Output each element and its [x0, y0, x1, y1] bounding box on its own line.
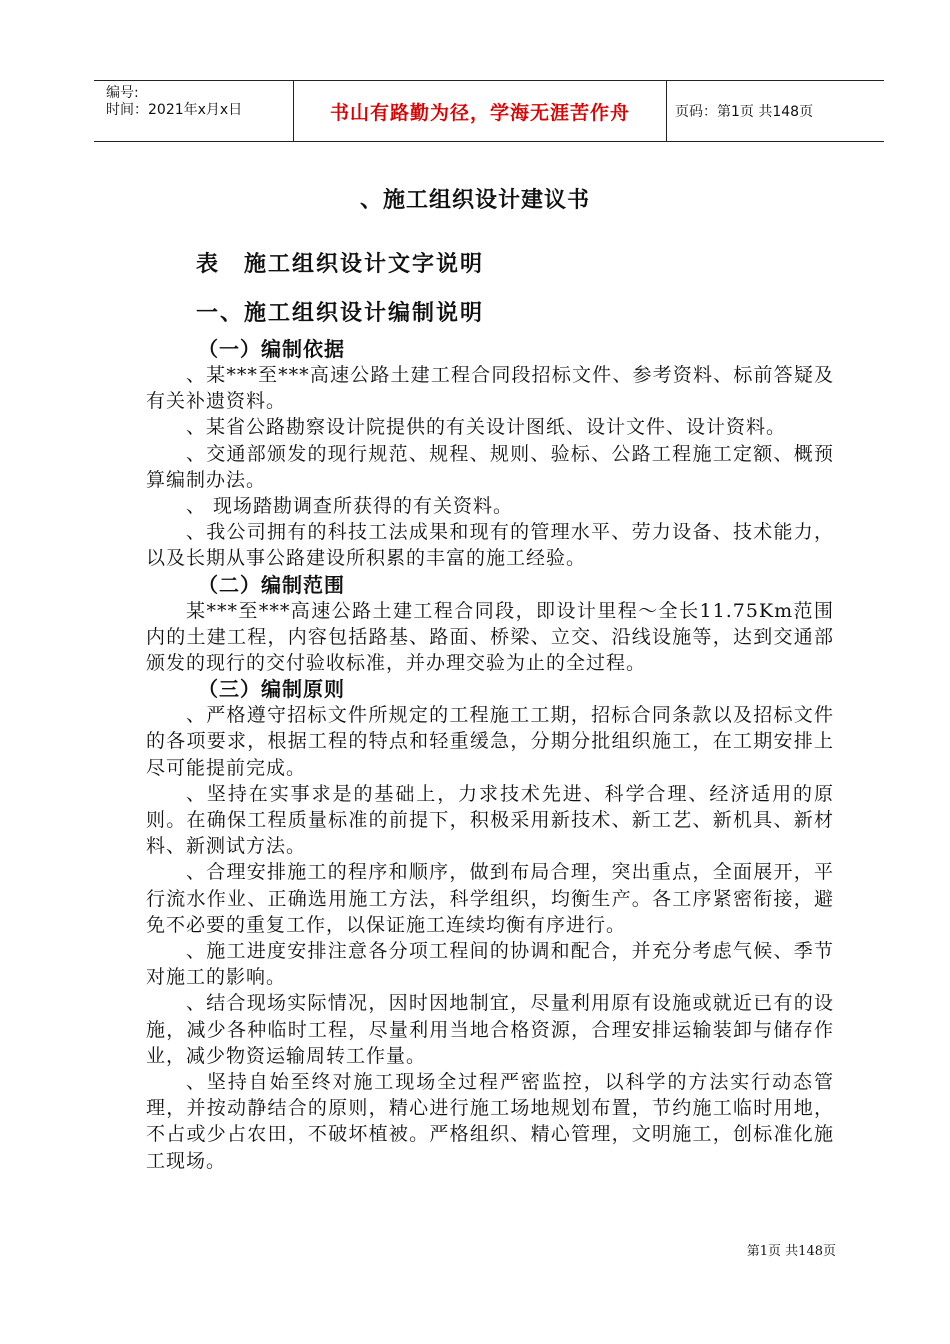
document-body [146, 336, 834, 1174]
paragraph: 、某***至***高速公路土建工程合同段招标文件、参考资料、标前答疑及有关补遗资料。 [146, 364, 834, 413]
time-label: 时间：2021年x月x日 [106, 102, 243, 118]
table-heading: 表 施工组织设计文字说明 [196, 252, 485, 277]
number-label: 编号: [106, 85, 139, 101]
section-heading-scope: （二）编制范围 [198, 572, 345, 597]
paragraph: 、 现场踏勘调查所获得的有关资料。 [186, 495, 514, 518]
paragraph: 、交通部颁发的现行规范、规程、规则、验标、公路工程施工定额、概预算编制办法。 [146, 442, 834, 491]
paragraph: 、坚持自始至终对施工现场全过程严密监控，以科学的方法实行动态管理，并按动静结合的原则，精心进行施工场地规划布置，节约施工临时用地，不占或少占农田，不破坏植被。严格组织、精心管理，文明施工，创标准化施工现场。 [146, 1071, 834, 1172]
paragraph: 、严格遵守招标文件所规定的工程施工工期，招标合同条款以及招标文件的各项要求，根据工程的特点和轻重缓急，分期分批组织施工，在工期安排上尽可能提前完成。 [146, 704, 834, 779]
header-motto: 书山有路勤为径，学海无涯苦作舟 [294, 81, 667, 141]
paragraph: 、结合现场实际情况，因时因地制宜，尽量利用原有设施或就近已有的设施，减少各种临时工程，尽量利用当地合格资源，合理安排运输装卸与储存作业，减少物资运输周转工作量。 [146, 992, 834, 1067]
paragraph: 、我公司拥有的科技工法成果和现有的管理水平、劳力设备、技术能力，以及长期从事公路建设所积累的丰富的施工经验。 [146, 521, 834, 570]
chapter-heading: 一、施工组织设计编制说明 [196, 301, 485, 326]
paragraph: 、坚持在实事求是的基础上，力求技术先进、科学合理、经济适用的原则。在确保工程质量标准的前提下，积极采用新技术、新工艺、新机具、新材料、新测试方法。 [146, 782, 834, 858]
page-footer: 第1页 共148页 [746, 1244, 836, 1259]
paragraph: 、合理安排施工的程序和顺序，做到布局合理，突出重点，全面展开，平行流水作业、正确选用施工方法，科学组织，均衡生产。各工序紧密衔接，避免不必要的重复工作，以保证施工连续均衡有序进行。 [146, 861, 834, 936]
page-header [94, 80, 884, 142]
document-title: 、施工组织设计建议书 [359, 188, 590, 213]
paragraph: 某***至***高速公路土建工程合同段，即设计里程～全长11.75Km范围内的土建工程，内容包括路基、路面、桥梁、立交、沿线设施等，达到交通部颁发的现行的交付验收标准，并办理交验为止的全过程。 [146, 599, 834, 675]
section-heading-principles: （三）编制原则 [198, 677, 345, 702]
header-page-info: 页码：第1页 共148页 [675, 104, 814, 120]
section-heading-basis: （一）编制依据 [198, 337, 345, 361]
paragraph: 、施工进度安排注意各分项工程间的协调和配合，并充分考虑气候、季节对施工的影响。 [146, 940, 834, 989]
header-meta [94, 81, 294, 141]
paragraph: 、某省公路勘察设计院提供的有关设计图纸、设计文件、设计资料。 [186, 416, 787, 439]
